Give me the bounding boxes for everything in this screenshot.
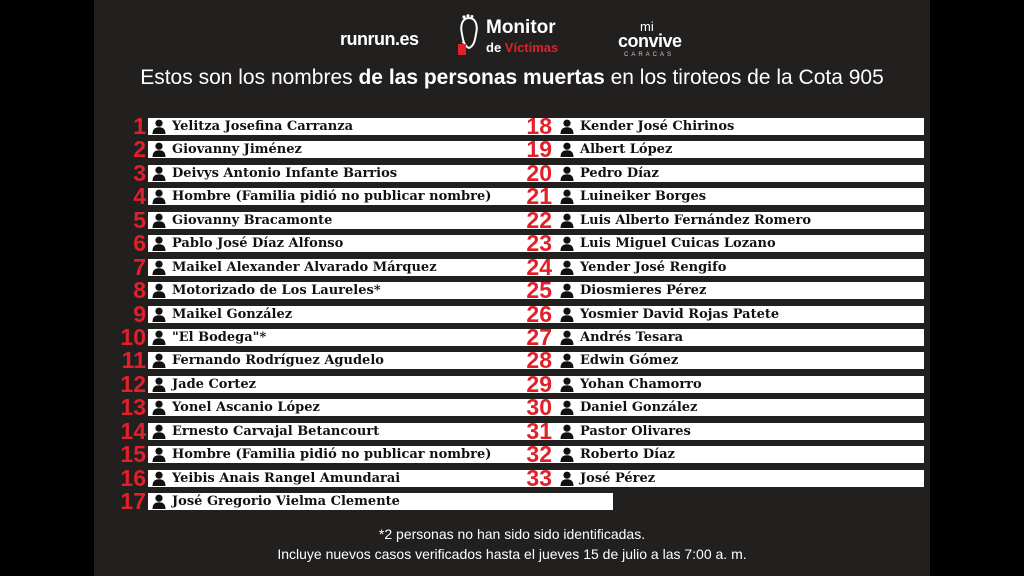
victim-number: 9 bbox=[133, 300, 146, 327]
victim-name: Yosmier David Rojas Patete bbox=[580, 306, 780, 322]
victim-name: Pastor Olivares bbox=[580, 423, 691, 439]
victim-name-bar bbox=[556, 376, 924, 393]
victim-number: 8 bbox=[133, 277, 146, 304]
victim-number: 19 bbox=[526, 136, 552, 163]
victim-number: 11 bbox=[121, 347, 146, 374]
victim-name-bar bbox=[556, 141, 924, 158]
victim-name: José Gregorio Vielma Clemente bbox=[172, 494, 400, 509]
person-icon bbox=[152, 353, 166, 368]
victim-number: 27 bbox=[526, 323, 552, 350]
victim-name-bar bbox=[556, 282, 924, 299]
miconvive-logo: mi convive CARACAS bbox=[618, 19, 682, 58]
victim-name: Maikel González bbox=[172, 306, 293, 322]
person-icon bbox=[152, 283, 166, 298]
person-icon bbox=[152, 377, 166, 392]
headline: Estos son los nombres de las personas muertas en los tiroteos de la Cota 905 bbox=[140, 66, 884, 89]
victim-number: 14 bbox=[120, 417, 146, 444]
victim-name: Luis Alberto Fernández Romero bbox=[580, 212, 812, 228]
victim-number: 28 bbox=[526, 347, 552, 374]
footprint-icon bbox=[456, 14, 482, 58]
person-icon bbox=[152, 307, 166, 322]
victim-number: 12 bbox=[120, 370, 146, 397]
victim-name-bar bbox=[148, 493, 613, 510]
person-icon bbox=[560, 447, 574, 462]
person-icon bbox=[560, 283, 574, 298]
victim-number: 7 bbox=[133, 253, 146, 280]
person-icon bbox=[560, 189, 574, 204]
person-icon bbox=[152, 236, 166, 251]
victim-number: 21 bbox=[526, 183, 552, 210]
person-icon bbox=[560, 236, 574, 251]
victim-number: 1 bbox=[133, 113, 146, 139]
victim-name-bar bbox=[556, 118, 924, 135]
person-icon bbox=[152, 400, 166, 415]
victim-number: 5 bbox=[133, 206, 146, 233]
victim-name-bar bbox=[556, 306, 924, 323]
person-icon bbox=[560, 260, 574, 275]
victim-number: 16 bbox=[120, 464, 146, 491]
victim-name-bar bbox=[556, 165, 924, 182]
victim-name: Yohan Chamorro bbox=[580, 376, 702, 392]
person-icon bbox=[560, 307, 574, 322]
logo-bar bbox=[0, 12, 1024, 62]
victim-name: Motorizado de Los Laureles* bbox=[172, 283, 381, 299]
victim-number: 4 bbox=[133, 183, 146, 210]
victim-name: Edwin Gómez bbox=[580, 353, 679, 369]
victim-name: Pablo José Díaz Alfonso bbox=[172, 236, 344, 252]
victim-name: "El Bodega"* bbox=[172, 329, 267, 345]
victim-name: Maikel Alexander Alvarado Márquez bbox=[172, 259, 437, 275]
runrunes-logo: runrun.es bbox=[340, 29, 419, 49]
person-icon bbox=[152, 166, 166, 181]
victim-number: 22 bbox=[526, 206, 552, 233]
victim-number: 31 bbox=[526, 417, 552, 444]
victim-name-bar bbox=[556, 352, 924, 369]
person-icon bbox=[560, 377, 574, 392]
victim-number: 6 bbox=[133, 230, 146, 257]
victim-name: Fernando Rodríguez Agudelo bbox=[172, 353, 384, 369]
victim-name: Giovanny Jiménez bbox=[172, 142, 302, 158]
victim-name: Ernesto Carvajal Betancourt bbox=[172, 423, 380, 439]
victim-name-bar bbox=[556, 470, 924, 487]
person-icon bbox=[152, 260, 166, 275]
victim-name-bar bbox=[556, 188, 924, 205]
person-icon bbox=[560, 119, 574, 134]
victim-number: 25 bbox=[526, 277, 552, 304]
victim-number: 24 bbox=[526, 253, 552, 280]
victim-number: 2 bbox=[133, 136, 146, 163]
victim-number: 29 bbox=[526, 370, 552, 397]
victim-name: Kender José Chirinos bbox=[580, 119, 735, 134]
person-icon bbox=[560, 400, 574, 415]
victim-number: 33 bbox=[526, 464, 552, 491]
victim-number: 18 bbox=[526, 113, 552, 139]
victim-name-bar bbox=[556, 329, 924, 346]
victim-number: 17 bbox=[120, 488, 146, 514]
footnote-unidentified: *2 personas no han sido sido identificadas. bbox=[378, 526, 646, 542]
person-icon bbox=[152, 142, 166, 157]
victim-name-bar bbox=[556, 423, 924, 440]
victim-number: 10 bbox=[120, 323, 146, 350]
person-icon bbox=[560, 424, 574, 439]
person-icon bbox=[152, 471, 166, 486]
person-icon bbox=[560, 142, 574, 157]
victim-name-bar bbox=[556, 235, 924, 252]
person-icon bbox=[152, 494, 166, 509]
victim-number: 23 bbox=[526, 230, 552, 257]
victim-name: José Pérez bbox=[580, 470, 656, 486]
victim-number: 30 bbox=[526, 394, 552, 421]
victim-number: 26 bbox=[526, 300, 552, 327]
person-icon bbox=[152, 213, 166, 228]
victim-name: Andrés Tesara bbox=[580, 329, 684, 345]
victim-name: Diosmieres Pérez bbox=[580, 283, 707, 299]
victim-name: Jade Cortez bbox=[172, 376, 256, 392]
person-icon bbox=[152, 330, 166, 345]
victim-name: Roberto Díaz bbox=[580, 447, 675, 463]
victim-name: Albert López bbox=[580, 142, 673, 158]
victim-name: Yonel Ascanio López bbox=[172, 400, 320, 416]
monitor-title: Monitor bbox=[486, 17, 556, 38]
victim-name-bar bbox=[556, 259, 924, 276]
victim-name: Daniel González bbox=[580, 400, 698, 416]
person-icon bbox=[152, 447, 166, 462]
victim-name: Yeibis Anais Rangel Amundarai bbox=[172, 470, 401, 486]
victim-name: Giovanny Bracamonte bbox=[172, 212, 333, 228]
victim-name: Pedro Díaz bbox=[580, 165, 659, 181]
victim-name: Hombre (Familia pidió no publicar nombre) bbox=[172, 447, 492, 463]
victim-number: 13 bbox=[120, 394, 146, 421]
victim-number: 15 bbox=[120, 441, 146, 468]
victim-name: Deivys Antonio Infante Barrios bbox=[172, 165, 398, 181]
victim-name: Yelitza Josefina Carranza bbox=[172, 119, 354, 134]
footnote-update: Incluye nuevos casos verificados hasta el jueves 15 de julio a las 7:00 a. m. bbox=[277, 546, 747, 562]
monitor-de-victimas-logo bbox=[456, 14, 576, 60]
victim-name-bar bbox=[556, 212, 924, 229]
person-icon bbox=[152, 189, 166, 204]
victim-name: Hombre (Familia pidió no publicar nombre) bbox=[172, 189, 492, 205]
monitor-subtitle: de Víctimas bbox=[486, 40, 559, 55]
victim-number: 3 bbox=[133, 159, 146, 186]
person-icon bbox=[560, 353, 574, 368]
victim-name: Luineiker Borges bbox=[580, 189, 707, 205]
person-icon bbox=[560, 330, 574, 345]
victim-name-bar bbox=[556, 446, 924, 463]
victim-name: Luis Miguel Cuicas Lozano bbox=[580, 236, 776, 252]
victim-number: 20 bbox=[526, 159, 552, 186]
person-icon bbox=[560, 213, 574, 228]
victim-name: Yender José Rengifo bbox=[580, 259, 727, 275]
victim-number: 32 bbox=[526, 441, 552, 468]
person-icon bbox=[560, 166, 574, 181]
person-icon bbox=[152, 119, 166, 134]
victim-name-bar bbox=[556, 399, 924, 416]
person-icon bbox=[560, 471, 574, 486]
person-icon bbox=[152, 424, 166, 439]
